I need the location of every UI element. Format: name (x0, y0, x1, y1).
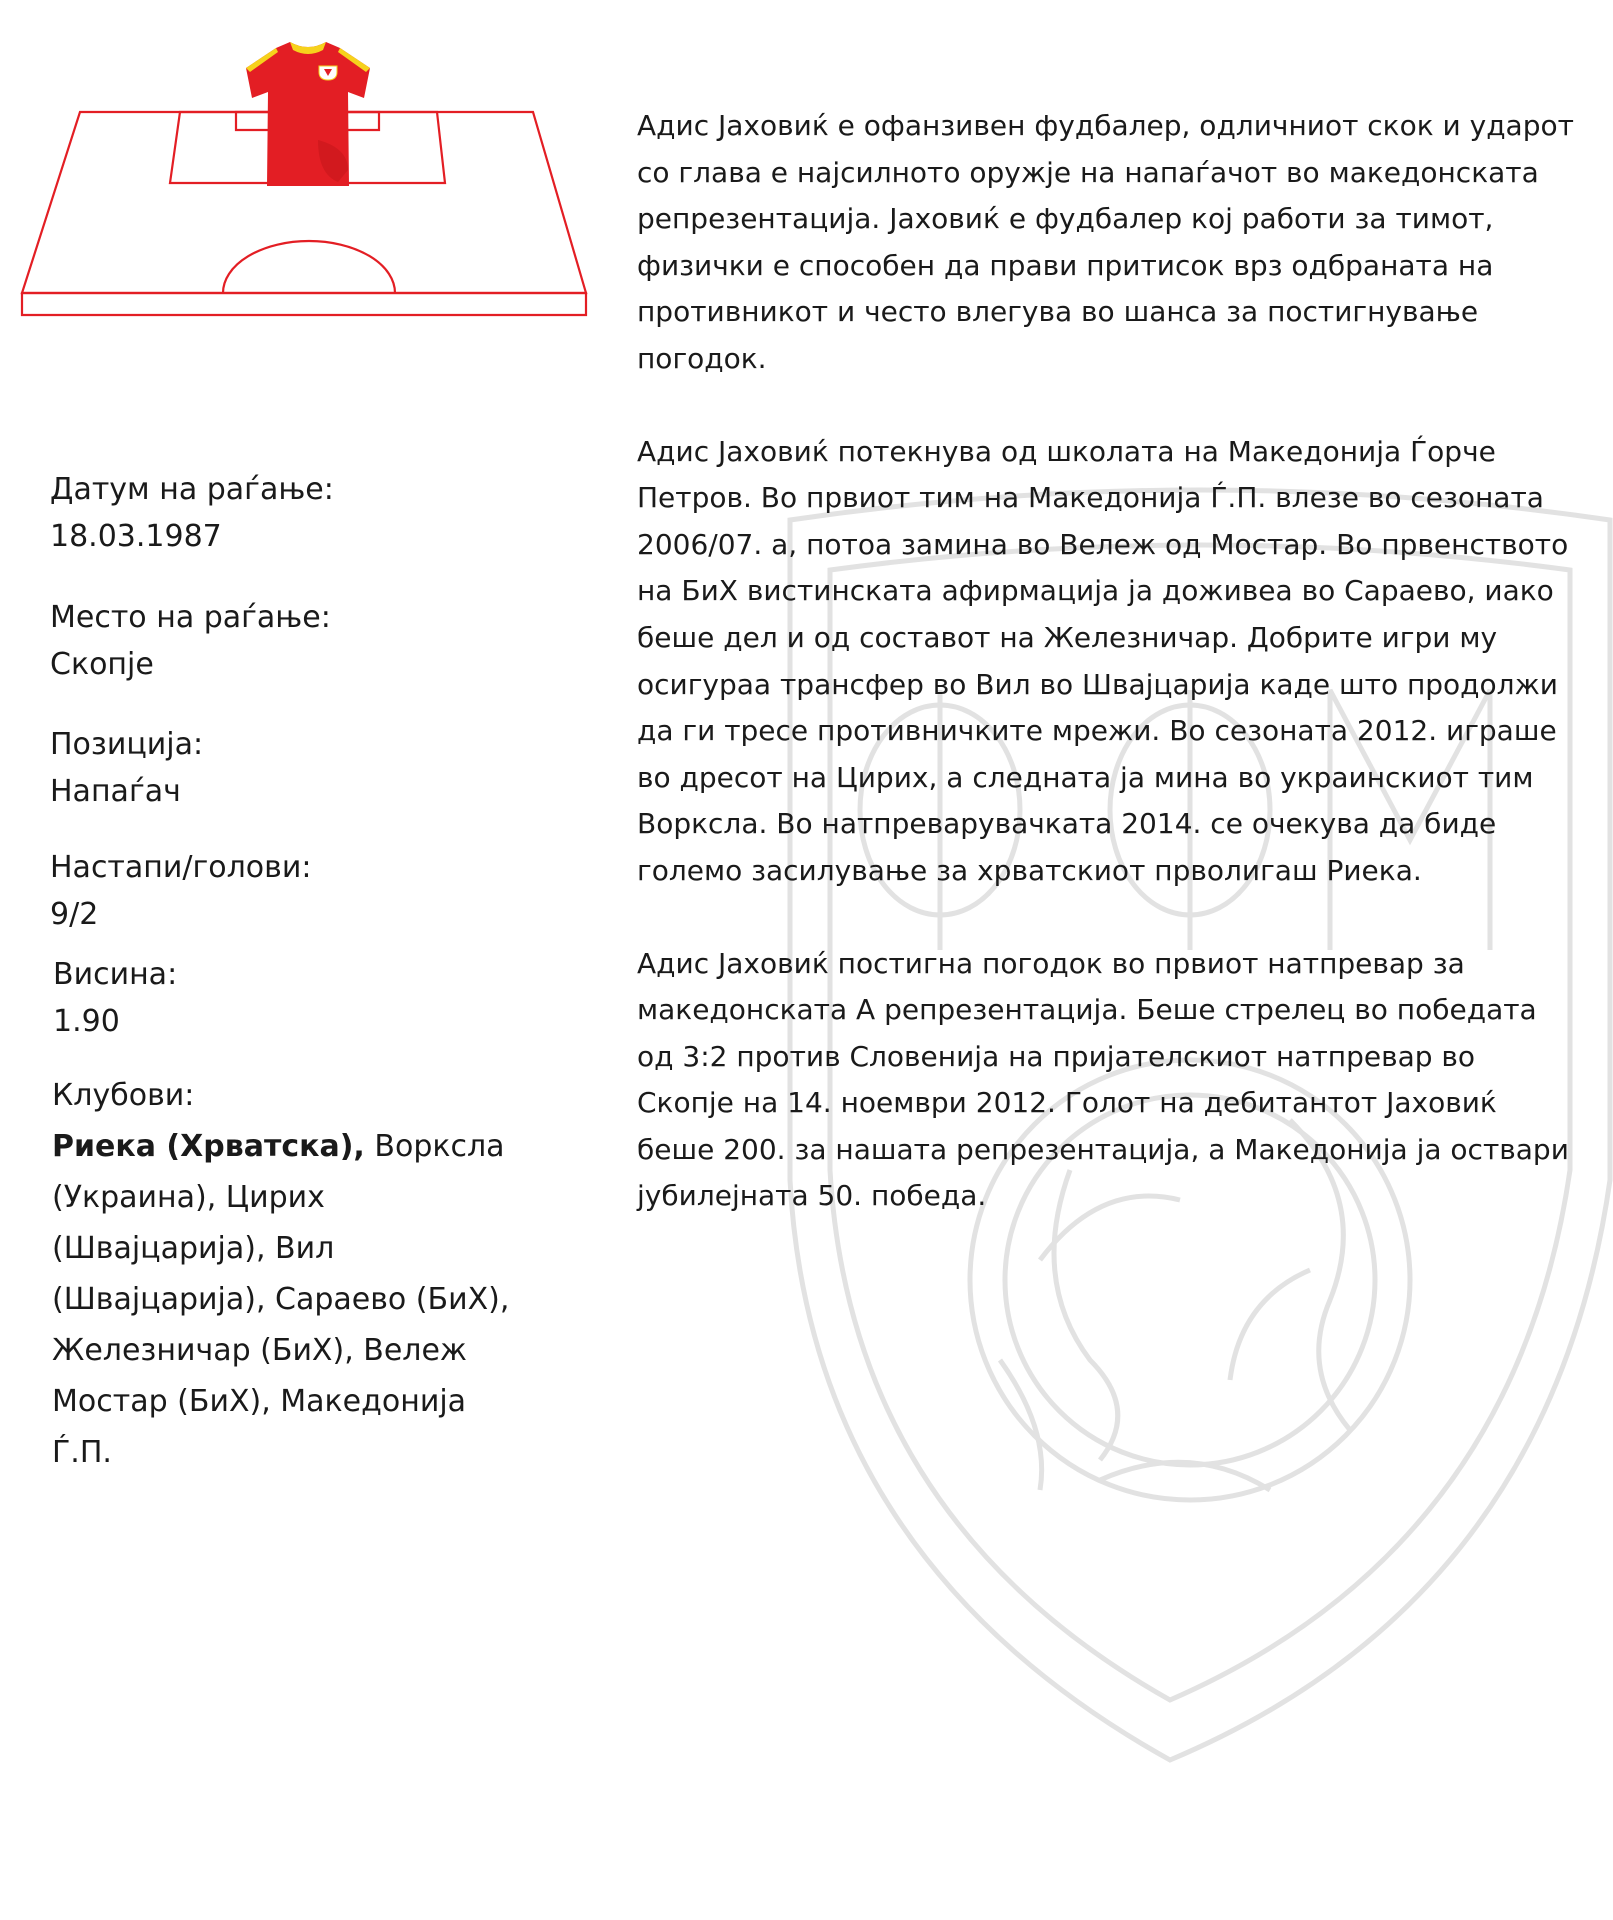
birth-place-block (50, 594, 490, 688)
current-club: Риека (Хрватска), (52, 1129, 365, 1164)
jersey-icon (246, 42, 370, 186)
birth-date-block (50, 466, 490, 560)
previous-clubs: Ворксла (Украина), Цирих (Швајцарија), Вил (Швајцарија), Сараево (БиХ), Железничар (БиХ), Вележ Мостар (БиХ), Македонија Ѓ.П. (52, 1129, 510, 1470)
height-value: 1.90 (53, 1004, 120, 1039)
birth-date-label: Датум на раѓање: (50, 472, 334, 507)
clubs-label: Клубови: (52, 1078, 195, 1113)
position-block (50, 721, 490, 815)
position-value: Напаѓач (50, 774, 181, 809)
position-label: Позиција: (50, 727, 204, 762)
bio-paragraph: Адис Јаховиќ постигна погодок во првиот натпревар за македонската А репрезентација. Беше стрелец во победата од 3:2 против Словенија на пријателскиот натпревар во Скопје на 14. ноември 2012. Голот на дебитантот Јаховиќ беше 200. за нашата репрезентација, а Македонија ја оствари јубилејната 50. победа. (637, 946, 1569, 1213)
height-block (53, 951, 493, 1045)
birth-date-value: 18.03.1987 (50, 519, 222, 554)
caps-goals-block (50, 844, 490, 938)
caps-goals-value: 9/2 (50, 897, 99, 932)
clubs-text (52, 1129, 509, 1470)
height-label: Висина: (53, 957, 178, 992)
pitch-position-diagram (18, 40, 598, 340)
bio-paragraph: Адис Јаховиќ потекнува од школата на Македонија Ѓорче Петров. Во првиот тим на Македонија Ѓ.П. влезе во сезоната 2006/07. а, потоа замина во Вележ од Мостар. Во првенството на БиХ вистинската афирмација ја доживеа во Сараево, иако беше дел и од составот на Железничар. Добрите игри му осигураа трансфер во Вил во Швајцарија каде што продолжи да ги тресе противничките мрежи. Во сезоната 2012. играше во дресот на Цирих, а следната ја мина во украинскиот тим Ворксла. Во натпреварувачката 2014. се очекува да биде големо засилување за хрватскиот прволигаш Риека. (637, 434, 1569, 887)
bio-paragraph: Адис Јаховиќ е офанзивен фудбалер, одличниот скок и ударот со глава е најсилното оружје на напаѓачот во македонската репрезентација. Јаховиќ е фудбалер кој работи за тимот, физички е способен да прави притисок врз одбраната на противникот и често влегува во шанса за постигнување погодок. (637, 109, 1574, 375)
birth-place-label: Место на раѓање: (50, 600, 331, 635)
biography (637, 103, 1577, 1266)
clubs-block (52, 1070, 512, 1478)
birth-place-value: Скопје (50, 647, 154, 682)
caps-goals-label: Настапи/голови: (50, 850, 312, 885)
